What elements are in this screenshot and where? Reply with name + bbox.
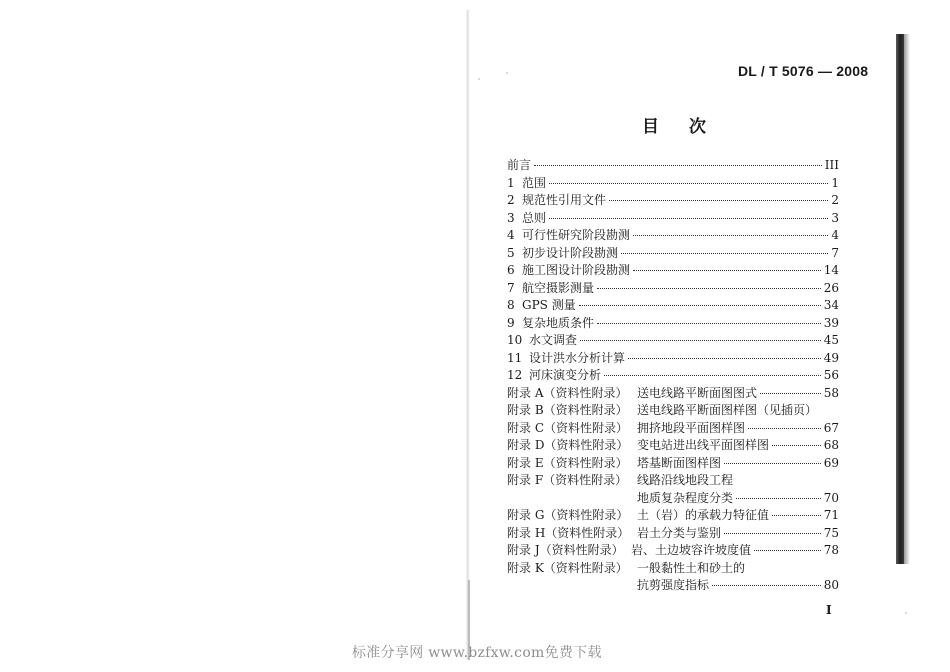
toc-appendix-entry[interactable]: 附录 E（资料性附录） 塔基断面图样图 69 — [507, 455, 839, 470]
toc-title-char-1: 目 — [642, 117, 659, 137]
toc-title-char-2: 次 — [689, 117, 706, 137]
scan-speck — [506, 72, 508, 74]
toc-entry[interactable]: 12 河床演变分析 56 — [507, 368, 839, 382]
watermark: 标准分享网 www.bzfxw.com免费下载 — [352, 645, 602, 661]
toc-title — [642, 112, 706, 137]
toc-appendix-entry[interactable]: 附录 D（资料性附录） 变电站进出线平面图样图 68 — [507, 438, 839, 452]
scan-speck — [478, 78, 480, 80]
toc-entry-foreword[interactable]: 前言 III — [507, 158, 839, 172]
toc-appendix-continuation[interactable]: 地质复杂程度分类 70 — [637, 490, 839, 505]
toc-entry[interactable]: 3 总则 3 — [507, 210, 839, 225]
toc-entry[interactable]: 8 GPS 测量 34 — [507, 298, 839, 312]
toc-appendix-continuation[interactable]: 抗剪强度指标 80 — [637, 578, 839, 592]
toc-appendix-entry[interactable]: 附录 C（资料性附录） 拥挤地段平面图样图 67 — [507, 420, 839, 435]
page-gutter — [466, 10, 470, 660]
left-blank-page — [0, 0, 468, 672]
toc-entry[interactable]: 1 范围 1 — [507, 175, 839, 190]
toc-appendix-entry[interactable]: 附录 H（资料性附录） 岩土分类与鉴别 75 — [507, 525, 839, 540]
page-edge-fade — [904, 34, 910, 564]
toc-entry[interactable]: 2 规范性引用文件 2 — [507, 193, 839, 207]
toc-entry[interactable]: 10 水文调查 45 — [507, 333, 839, 347]
toc-entry[interactable]: 7 航空摄影测量 26 — [507, 280, 839, 295]
toc-appendix-entry[interactable]: 附录 G（资料性附录） 土（岩）的承载力特征值 71 — [507, 508, 839, 522]
scan-speck — [905, 612, 907, 614]
toc-entry[interactable]: 6 施工图设计阶段勘测 14 — [507, 263, 839, 277]
doc-code: DL / T 5076 — 2008 — [738, 63, 869, 79]
toc-entry[interactable]: 9 复杂地质条件 39 — [507, 315, 839, 330]
toc-appendix-entry[interactable]: 附录 J（资料性附录） 岩、土边坡容许坡度值 78 — [507, 543, 839, 557]
table-of-contents — [507, 156, 839, 594]
toc-appendix-entry[interactable]: 附录 K（资料性附录） 一般黏性土和砂土的 — [507, 560, 746, 575]
toc-appendix-entry[interactable]: 附录 B（资料性附录） 送电线路平断面图样图（见插页） — [507, 403, 818, 417]
toc-appendix-entry[interactable]: 附录 F（资料性附录） 线路沿线地段工程 — [507, 473, 734, 487]
toc-entry[interactable]: 11 设计洪水分析计算 49 — [507, 350, 839, 365]
toc-appendix-entry[interactable]: 附录 A（资料性附录） 送电线路平断面图图式 58 — [507, 385, 839, 400]
toc-entry[interactable]: 5 初步设计阶段勘测 7 — [507, 245, 839, 260]
page-number: I — [826, 603, 832, 617]
toc-entry[interactable]: 4 可行性研究阶段勘测 4 — [507, 228, 839, 242]
page-edge-shadow — [896, 34, 904, 564]
